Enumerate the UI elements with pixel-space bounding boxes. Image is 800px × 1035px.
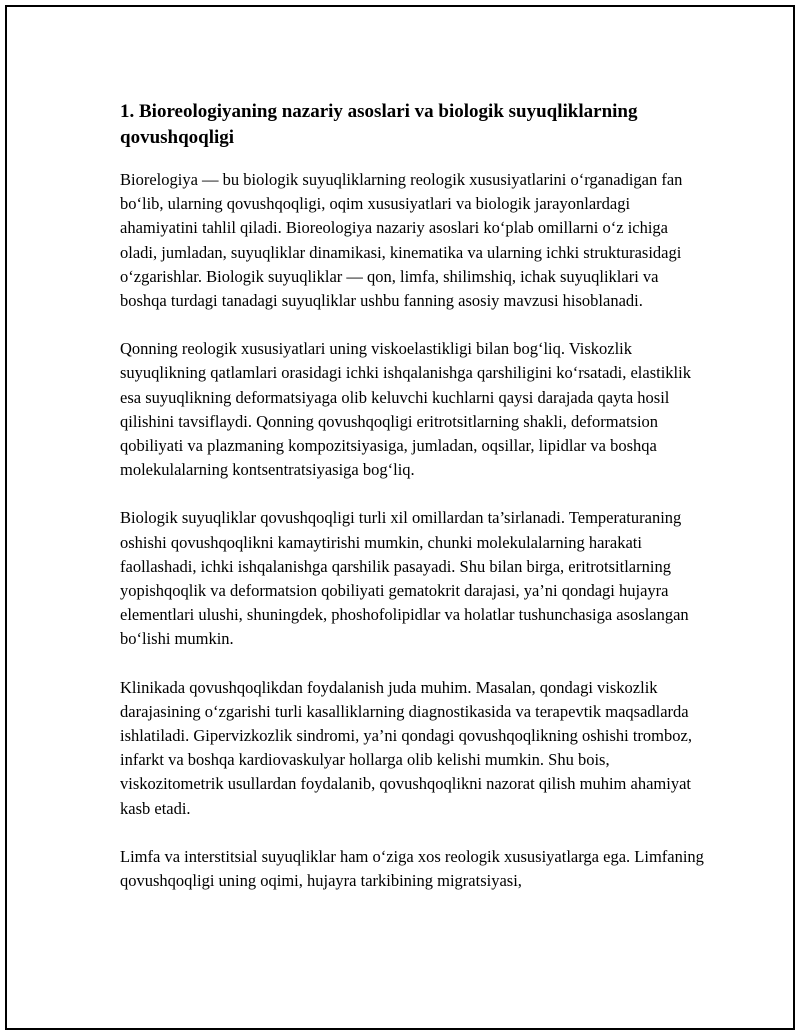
paragraph-4: Klinikada qovushqoqlikdan foydalanish juda muhim. Masalan, qondagi viskozlik darajasining o‘zgarishi turli kasalliklarning diagnostikasida va terapevtik maqsadlarda ishlatiladi. Gipervizkozlik sindromi, ya’ni qondagi qovushqoqlikning oshishi tromboz, infarkt va boshqa kardiovaskulyar hollarga olib kelishi mumkin. Shu bois, viskozitometrik usullardan foydalanib, qovushqoqlikni nazorat qilish muhim ahamiyat kasb etadi. bbox=[120, 677, 692, 818]
document-body bbox=[120, 99, 705, 917]
paragraph-3: Biologik suyuqliklar qovushqoqligi turli xil omillardan ta’sirlanadi. Temperaturaning oshishi qovushqoqlikni kamaytirishi mumkin, chunki molekulalarning harakati faollashadi, ichki ishqalanishga qarshilik pasayadi. Shu bilan birga, eritrotsitlarning yopishqoqlik va deformatsion qobiliyati gematokrit darajasi, ya’ni qondagi hujayra elementlari ulushi, shuningdek, phoshofolipidlar va holatlar tushunchasiga asoslangan bo‘lishi mumkin. bbox=[120, 508, 689, 649]
paragraph-1: Biorelogiya — bu biologik suyuqliklarning reologik xususiyatlarini o‘rganadigan fan bo‘lib, ularning qovushqoqligi, oqim xususiyatlari va biologik jarayonlardagi ahamiyatini tahlil qiladi. Bioreologiya nazariy asoslari ko‘plab omillarni o‘z ichiga oladi, jumladan, suyuqliklar dinamikasi, kinematika va ularning ichki strukturasidagi o‘zgarishlar. Biologik suyuqliklar — qon, limfa, shilimshiq, ichak suyuqliklari va boshqa turdagi tanadagi suyuqliklar ushbu fanning asosiy mavzusi hisoblanadi. bbox=[120, 170, 683, 311]
section-heading: 1. Bioreologiyaning nazariy asoslari va biologik suyuqliklarning qovushqoqligi bbox=[120, 101, 638, 148]
paragraph-2: Qonning reologik xususiyatlari uning viskoelastikligi bilan bog‘liq. Viskozlik suyuqlikning qatlamlari orasidagi ichki ishqalanishga qarshiligini ko‘rsatadi, elastiklik esa suyuqlikning deformatsiyaga olib keluvchi kuchlarni qaysi darajada qayta hosil qilishini tavsiflaydi. Qonning qovushqoqligi eritrotsitlarning shakli, deformatsion qobiliyati va plazmaning kompozitsiyasiga, jumladan, oqsillar, lipidlar va boshqa molekulalarning kontsentratsiyasiga bog‘liq. bbox=[120, 339, 691, 480]
page-frame bbox=[5, 5, 795, 1030]
paragraph-5: Limfa va interstitsial suyuqliklar ham o‘ziga xos reologik xususiyatlarga ega. Limfaning qovushqoqligi uning oqimi, hujayra tarkibining migratsiyasi, bbox=[120, 846, 704, 891]
